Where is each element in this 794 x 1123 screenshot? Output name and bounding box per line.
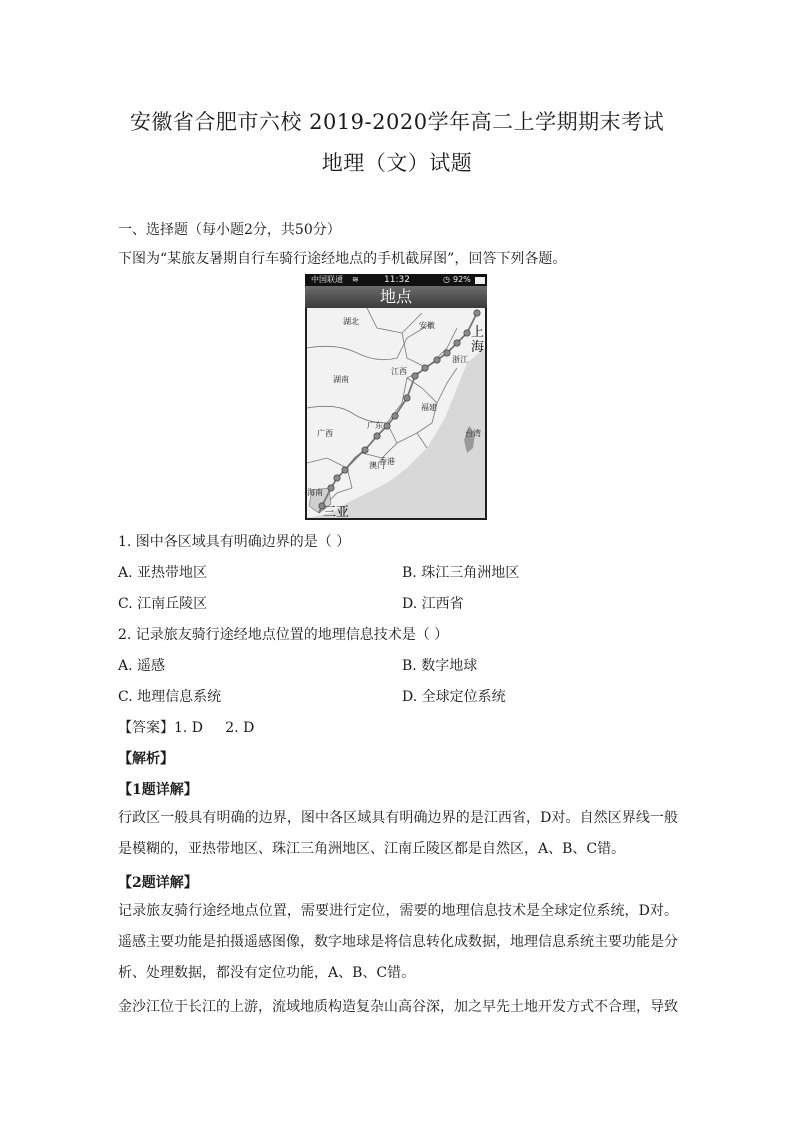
nav-bar-title: 地点 — [305, 286, 487, 308]
label-hubei: 湖北 — [343, 317, 359, 326]
question-intro: 下图为“某旅友暑期自行车骑行途经地点的手机截屏图”，回答下列各题。 — [118, 251, 567, 267]
map-pin-icon — [474, 310, 480, 316]
label-sanya: 三亚 — [323, 505, 350, 518]
label-anhui: 安徽 — [419, 321, 435, 330]
map-pin-icon — [374, 433, 380, 439]
detail1-body: 行政区一般具有明确的边界，图中各区域具有明确边界的是江西省，D对。自然区界线一般是模糊的，亚热带地区、珠江三角洲地区、江南丘陵区都是自然区，A、B、C错。 — [118, 810, 678, 857]
map-pin-icon — [328, 485, 334, 491]
map-pin-icon — [412, 373, 418, 379]
section-heading: 一、选择题（每小题2分，共50分） — [118, 222, 341, 238]
label-zhejiang: 浙江 — [452, 355, 468, 364]
continuation-text: 金沙江位于长江的上游，流域地质构造复杂山高谷深，加之早先土地开发方式不合理，导致 — [118, 999, 678, 1015]
phone-screenshot-figure — [305, 274, 487, 520]
q2-stem: 2. 记录旅友骑行途经地点位置的地理信息技术是（ ） — [118, 627, 449, 643]
label-guangxi: 广西 — [317, 429, 333, 438]
map-pin-icon — [404, 395, 410, 401]
label-guangdong: 广东 — [367, 421, 383, 430]
q2-option-d: D. 全球定位系统 — [402, 689, 506, 705]
battery-icon — [475, 277, 485, 284]
label-macau: 澳门 — [369, 461, 385, 470]
map-pin-icon — [384, 423, 390, 429]
q1-option-b: B. 珠江三角洲地区 — [402, 565, 520, 581]
wifi-icon: ≋ — [352, 275, 359, 284]
label-taiwan: 台湾 — [465, 429, 481, 438]
analysis-heading: 【解析】 — [118, 751, 174, 767]
q1-option-a: A. 亚热带地区 — [118, 565, 208, 581]
map-pin-icon — [334, 475, 340, 481]
page-title: 安徽省合肥市六校 2019-2020学年高二上学期期末考试 — [129, 110, 665, 134]
label-shanghai-2: 海 — [471, 340, 485, 355]
map-pin-icon — [362, 447, 368, 453]
alarm-icon: ◷ — [443, 275, 450, 284]
detail1-heading: 【1题详解】 — [118, 782, 198, 798]
label-jiangxi: 江西 — [391, 367, 407, 376]
q1-stem: 1. 图中各区域具有明确边界的是（ ） — [118, 534, 351, 550]
q2-option-a: A. 遥感 — [118, 658, 166, 674]
detail2-body: 记录旅友骑行途经地点位置，需要进行定位，需要的地理信息技术是全球定位系统，D对。遥感主要功能是拍摄遥感图像，数字地球是将信息转化成数据，地理信息系统主要功能是分析、处理数据，都没有定位功能，A、B、C错。 — [118, 903, 678, 981]
detail2-heading: 【2题详解】 — [118, 875, 198, 891]
map-pin-icon — [342, 467, 348, 473]
q2-option-b: B. 数字地球 — [402, 658, 478, 674]
q2-option-c: C. 地理信息系统 — [118, 689, 222, 705]
label-hongkong: 香港 — [379, 457, 395, 466]
map-pin-icon — [392, 413, 398, 419]
map-pin-icon — [454, 340, 460, 346]
map-pin-icon — [422, 365, 428, 371]
label-fujian: 福建 — [421, 403, 437, 412]
carrier-text: 中国联通 — [311, 275, 343, 284]
map-pin-icon — [444, 350, 450, 356]
map-pin-icon — [464, 330, 470, 336]
label-hainan: 海南 — [307, 488, 323, 497]
status-bar — [305, 274, 487, 286]
battery-text: 92% — [453, 275, 471, 284]
page-subtitle: 地理（文）试题 — [321, 151, 473, 175]
map-pin-icon — [434, 357, 440, 363]
clock-text: 11:32 — [384, 275, 410, 285]
q1-option-c: C. 江南丘陵区 — [118, 596, 208, 612]
answer-line: 【答案】1. D 2. D — [118, 720, 255, 736]
q1-option-d: D. 江西省 — [402, 596, 464, 612]
label-hunan: 湖南 — [333, 375, 349, 384]
label-shanghai-1: 上 — [471, 325, 485, 340]
route-map — [307, 308, 485, 518]
